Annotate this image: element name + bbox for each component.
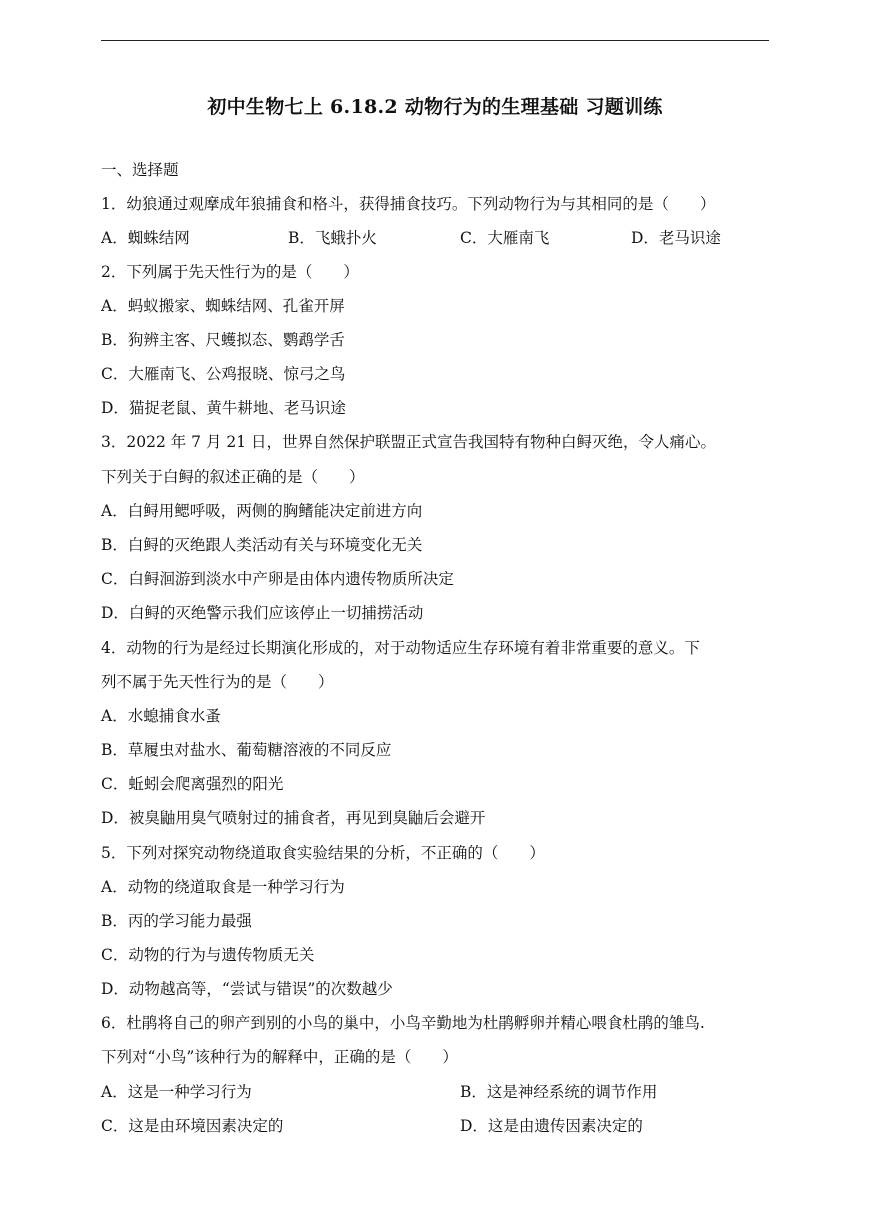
question-3-option-d: D．白鲟的灭绝警示我们应该停止一切捕捞活动 bbox=[101, 604, 424, 622]
question-5-option-d: D．动物越高等，“尝试与错误”的次数越少 bbox=[101, 980, 393, 998]
question-4-stem-line-2: 列不属于先天性行为的是（ ） bbox=[101, 673, 334, 691]
question-2-option-b: B．狗辨主客、尺蠖拟态、鹦鹉学舌 bbox=[101, 331, 345, 349]
question-5-option-a: A．动物的绕道取食是一种学习行为 bbox=[101, 878, 345, 896]
question-5-option-c: C．动物的行为与遗传物质无关 bbox=[101, 946, 315, 964]
question-6-option-c: C．这是由环境因素决定的 bbox=[101, 1117, 284, 1135]
question-6-stem-line-1: 6．杜鹃将自己的卵产到别的小鸟的巢中，小鸟辛勤地为杜鹃孵卵并精心喂食杜鹃的雏鸟. bbox=[101, 1014, 705, 1032]
question-2-option-d: D．猫捉老鼠、黄牛耕地、老马识途 bbox=[101, 399, 346, 417]
document-title: 初中生物七上 6.18.2 动物行为的生理基础 习题训练 bbox=[207, 96, 663, 118]
question-5-stem: 5．下列对探究动物绕道取食实验结果的分析，不正确的（ ） bbox=[101, 844, 545, 862]
question-6-stem-line-2: 下列对“小鸟”该种行为的解释中，正确的是（ ） bbox=[101, 1048, 458, 1066]
question-4-option-c: C．蚯蚓会爬离强烈的阳光 bbox=[101, 775, 284, 793]
question-3-stem-line-2: 下列关于白鲟的叙述正确的是（ ） bbox=[101, 468, 365, 486]
question-2-option-c: C．大雁南飞、公鸡报晓、惊弓之鸟 bbox=[101, 365, 346, 383]
question-5-option-b: B．丙的学习能力最强 bbox=[101, 912, 252, 930]
question-6-option-b: B．这是神经系统的调节作用 bbox=[460, 1083, 658, 1101]
question-1-option-d: D．老马识途 bbox=[631, 229, 721, 247]
question-4-option-d: D．被臭鼬用臭气喷射过的捕食者，再见到臭鼬后会避开 bbox=[101, 809, 486, 827]
question-2-stem: 2．下列属于先天性行为的是（ ） bbox=[101, 263, 359, 281]
question-6-option-a: A．这是一种学习行为 bbox=[101, 1083, 252, 1101]
question-3-option-b: B．白鲟的灭绝跟人类活动有关与环境变化无关 bbox=[101, 536, 423, 554]
question-3-stem-line-1: 3．2022 年 7 月 21 日，世界自然保护联盟正式宣告我国特有物种白鲟灭绝，令人痛心。 bbox=[101, 433, 717, 451]
question-4-option-a: A．水螅捕食水蚤 bbox=[101, 707, 221, 725]
section-heading: 一、选择题 bbox=[101, 161, 179, 179]
question-2-option-a: A．蚂蚁搬家、蜘蛛结网、孔雀开屏 bbox=[101, 297, 345, 315]
question-4-option-b: B．草履虫对盐水、葡萄糖溶液的不同反应 bbox=[101, 741, 392, 759]
question-3-option-a: A．白鲟用鳃呼吸，两侧的胸鳍能决定前进方向 bbox=[101, 502, 423, 520]
question-4-stem-line-1: 4．动物的行为是经过长期演化形成的，对于动物适应生存环境有着非常重要的意义。下 bbox=[101, 639, 700, 657]
question-1-option-c: C．大雁南飞 bbox=[460, 229, 550, 247]
question-1-stem: 1．幼狼通过观摩成年狼捕食和格斗，获得捕食技巧。下列动物行为与其相同的是（ ） bbox=[101, 195, 716, 213]
header-rule bbox=[101, 40, 769, 41]
question-1-option-a: A．蜘蛛结网 bbox=[101, 229, 190, 247]
question-6-option-d: D．这是由遗传因素决定的 bbox=[460, 1117, 643, 1135]
question-3-option-c: C．白鲟洄游到淡水中产卵是由体内遗传物质所决定 bbox=[101, 570, 454, 588]
question-1-option-b: B．飞蛾扑火 bbox=[288, 229, 377, 247]
